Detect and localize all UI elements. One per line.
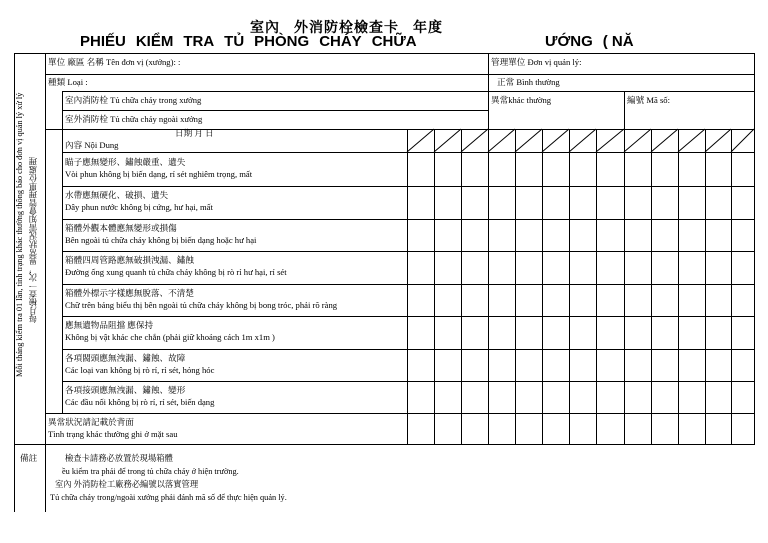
item-zh: 瞄子應無變形、鏽蝕嚴重、遺失: [65, 157, 186, 167]
item-zh: 各項閥頭應無洩漏、鏽蝕、故障: [65, 353, 186, 363]
item-zh: 應無遺物品阻擋 應保持: [65, 320, 154, 330]
indoor-label: 室內消防栓 Tủ chữa cháy trong xưởng: [65, 95, 202, 105]
date-label: 日期 月 日: [175, 128, 214, 138]
remark-line: 室內 外消防栓工廠務必編號以落實管理: [55, 480, 199, 489]
item-vi: Các đầu nối không bị rò rỉ, rỉ sét, biến dạng: [65, 397, 215, 407]
title-vi-word: CHỮA: [371, 33, 417, 50]
title-vi-word: PHÒNG: [254, 33, 310, 50]
title-vi-word: PHIẾU: [80, 33, 126, 50]
item-vi: Đường ống xung quanh tủ chữa cháy không bị rò rỉ hư hại, rỉ sét: [65, 267, 287, 277]
code-label: 編號 Mã số:: [627, 95, 670, 105]
title-year-word: ƯỚNG: [545, 33, 593, 50]
diagonal: [731, 129, 754, 152]
manager-label: 管理單位 Đơn vị quản lý:: [491, 57, 582, 67]
diagonal: [407, 129, 434, 152]
diagonal: [542, 129, 569, 152]
diagonal: [569, 129, 596, 152]
outdoor-label: 室外消防栓 Tủ chữa cháy ngoài xưởng: [65, 114, 203, 124]
remark-line: ều kiểm tra phải để trong tủ chữa cháy ở hiện trường.: [62, 467, 239, 476]
abnormal-note-zh: 異常狀況請記載於背面: [48, 417, 134, 427]
side-label-vietnamese: Mỗi tháng kiểm tra 01 lần, tình trạng khác thường thông báo cho đơn vị quản lý xử lý: [15, 92, 24, 378]
item-vi: Dây phun nước không bị cứng, hư hại, mất: [65, 202, 213, 212]
title-vi-word: TỦ: [224, 33, 245, 50]
abnormal-note-vi: Tình trạng khác thường ghi ở mặt sau: [48, 429, 178, 439]
diagonal: [488, 129, 515, 152]
diagonal: [515, 129, 542, 152]
diagonal: [434, 129, 461, 152]
diagonal: [624, 129, 651, 152]
item-zh: 箱體外標示字樣應無脫落、不清楚: [65, 288, 194, 298]
item-vi: Các loại van không bị rò rỉ, rỉ sét, hỏng hóc: [65, 365, 215, 375]
item-zh: 各項接頭應無洩漏、鏽蝕、變形: [65, 385, 186, 395]
item-zh: 箱體外觀本體應無變形或損傷: [65, 223, 177, 233]
title-vi-word: KIỂM: [135, 33, 174, 50]
title-vi-word: CHÁY: [319, 33, 362, 50]
diagonal: [596, 129, 624, 152]
title-zh-part: 室內: [250, 21, 280, 36]
item-zh: 箱體四周管路應無破損洩漏、鏽蝕: [65, 255, 194, 265]
normal-label: 正常 Bình thường: [497, 77, 560, 87]
title-zh-part: 年度: [413, 21, 443, 36]
side-label-chinese: 每月檢查一次，異常狀況需知會管理單位處理: [29, 157, 38, 323]
remark-line: Tủ chữa cháy trong/ngoài xưởng phải đánh mã số để thực hiện quản lý.: [50, 493, 287, 502]
remark-line: 檢查卡請務必放置於現場箱體: [65, 454, 173, 463]
item-vi: Chữ trên bảng biểu thị bên ngoài tủ chữa cháy không bị bong tróc, phải rõ ràng: [65, 300, 338, 310]
remarks-label: 備註: [20, 453, 38, 463]
type-label: 種類 Loại :: [48, 77, 88, 87]
diagonal: [678, 129, 705, 152]
content-label: 內容 Nội Dung: [65, 140, 119, 150]
diagonal: [461, 129, 488, 152]
title-vi-word: TRA: [183, 33, 215, 50]
diagonal: [705, 129, 731, 152]
item-zh: 水帶應無硬化、破損、遺失: [65, 190, 169, 200]
item-vi: Bên ngoài tủ chữa cháy không bị biến dạng hoặc hư hại: [65, 235, 257, 245]
title-zh-part: 外消防栓檢查卡: [294, 21, 399, 36]
title-year-word: ( NĂ: [602, 33, 634, 50]
item-vi: Không bị vật khác che chắn (phải giữ khoảng cách 1m x1m ): [65, 332, 275, 342]
item-vi: Vòi phun không bị biến dạng, rỉ sét nghiêm trọng, mất: [65, 169, 253, 179]
unit-label: 單位 廠區 名稱 Tên đơn vị (xưởng): :: [48, 57, 181, 67]
abnormal-label: 異常khác thường: [491, 95, 552, 105]
diagonal: [651, 129, 678, 152]
